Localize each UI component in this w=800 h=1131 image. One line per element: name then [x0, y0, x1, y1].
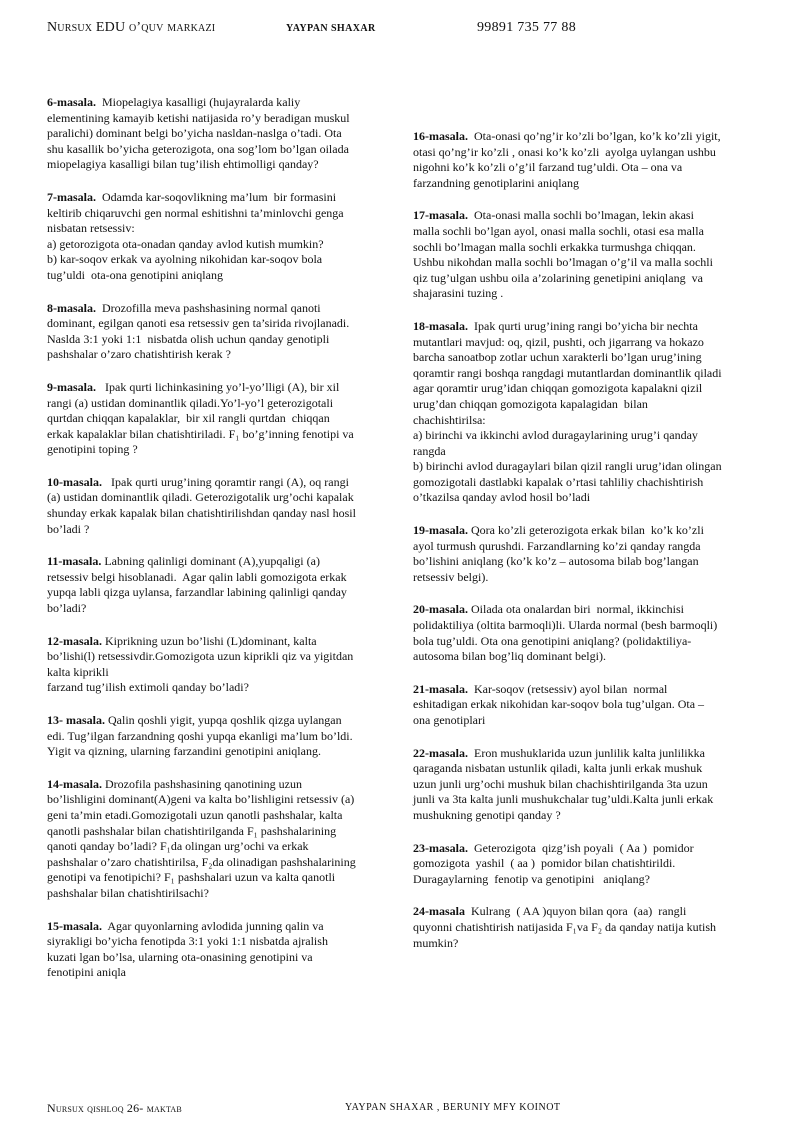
problem-title: 14-masala.	[47, 776, 102, 791]
problem-text: Qora ko’zli geterozigota erkak bilan ko’k ko’zli ayol turmush qurushdi. Farzandlarning ko’zi qanday rangda bo’lishini aniqlang (ko’k ko’z – autosoma bilab bog’langan retsessiv belgi).	[413, 523, 704, 584]
problem-title: 15-masala.	[47, 918, 102, 933]
problem-24	[413, 904, 768, 951]
problem-18	[413, 319, 768, 506]
problem-text: Agar quyonlarning avlodida junning qalin va siyrakligi bo’yicha fenotipda 3:1 yoki 1:1 nisbatda ajralish kuzati lgan bo’lsa, ularning ota-onasining genotipini va fenotipini aniqla	[47, 918, 328, 980]
problem-title: 17-masala.	[413, 208, 468, 223]
problem-text: Kar-soqov (retsessiv) ayol bilan normal eshitadigan erkak nikohidan kar-soqov bola tug’ulgan. Ota – ona genotiplari	[413, 681, 705, 727]
problem-7	[47, 190, 395, 284]
problem-title: 21-masala.	[413, 681, 468, 696]
footer-credit: YAYPAN SHAXAR , BERUNIY MFY KOINOT	[345, 1102, 561, 1113]
page-header	[0, 20, 800, 42]
problem-title: 9-masala.	[47, 379, 96, 394]
problem-text: Oilada ota onalardan biri normal, ikkinchisi polidaktiliya (oltita barmoqli)li. Ularda normal (besh barmoqli) bola tug’uldi. Ota ona genotipini aniqlang? (polidaktiliya- autosoma bilan bog’liq dominant belgi).	[413, 602, 718, 664]
problem-20	[413, 602, 768, 664]
problem-text: Kiprikning uzun bo’lishi (L)dominant, kalta bo’lishi(l) retsessivdir.Gomozigota uzun kiprikli qiz va yigitdan kalta kiprikli farzand tug’ilish extimoli qanday bo’ladi?	[47, 633, 354, 695]
problem-text: Ipak qurti urug’ining qoramtir rangi (A), oq rangi (a) ustidan dominantlik qiladi. Geterozigotalik urg’ochi kapalak shunday erkak kapalak bilan chatishtirilishdan qanday nasl hosil bo’ladi ?	[47, 474, 356, 536]
school-name: Nursux qishloq 26- maktab	[47, 1101, 182, 1115]
problem-text: Odamda kar-soqovlikning ma’lum bir formasini keltirib chiqaruvchi gen normal eshitishni ta’minlovchi genga nisbatan retsessiv: a) getorozigota ota-onadan qanday avlod kutish mumkin? b) kar-soqov erkak va ayolning nikohidan kar-soqov bola tug’uldi ota-ona genotipini aniqlang	[47, 189, 344, 282]
problem-text: Qalin qoshli yigit, yupqa qoshlik qizga uylangan edi. Tug’ilgan farzandning qoshi yupqa ekanligi ma’lum bo’ldi. Yigit va qizning, ularning farzandini genotipini aniqlang.	[47, 713, 353, 759]
problem-16	[413, 129, 768, 191]
problem-title: 13- masala.	[47, 713, 105, 727]
problem-title: 23-masala.	[413, 840, 468, 855]
problem-title: 11-masala.	[47, 554, 102, 569]
problem-22	[413, 746, 768, 824]
problem-13	[47, 713, 395, 760]
problem-text: Miopelagiya kasalligi (hujayralarda kaliy elementining kamayib ketishi natijasida ro’y beradigan muskul paralichi) dominant belgi bo’yicha nasldan-naslga o’tadi. Ota shu kasallik bo’yicha geterozigota, ona sog’lom bo’lgan oilada miopelagiya kasalligi bilan tug’ilish ehtimolligi qanday?	[47, 95, 350, 172]
problem-title: 16-masala.	[413, 129, 468, 143]
problem-title: 24-masala	[413, 904, 465, 919]
problem-text: Ota-onasi qo’ng’ir ko’zli bo’lgan, ko’k ko’zli yigit, otasi qo’ng’ir ko’zli , onasi ko’k ko’zli ayolga uylangan ushbu nigohni ko’k ko’zli o’g’il farzand tug’uldi. Ota – ona va farzandning genotiplarini aniqlang	[413, 129, 721, 190]
problem-14	[47, 777, 395, 902]
problem-text: Drozofila pashshasining qanotining uzun bo’lishligini dominant(A)geni va kalta bo’lishligini retsessiv (a) geni ta’min etadi.Gomozigotali uzun qanotli pashshalar, kalta qanotli pashshalar bilan chatishtirilganda F₁ pashshalarining qanoti qanday bo’ladi? F₁da olingan urg’ochi va erkak pashshalar o’zaro chatishtirilsa, F₂da olinadigan pashshalarining genotipi va fenotipichi? F₁ pashshalari uzun va kalta qanotli pashshalar bilan chatishtirilsachi?	[47, 776, 356, 900]
problem-text: Labning qalinligi dominant (A),yupqaligi (a) retsessiv belgi hisoblanadi. Agar qalin labli gomozigota erkak yupqa labli qizga uylansa, farzandlar labining qalinligi qanday bo’ladi?	[47, 554, 347, 616]
problem-title: 6-masala.	[47, 95, 96, 109]
problem-text: Ota-onasi malla sochli bo’lmagan, lekin akasi malla sochli bo’lgan ayol, onasi malla sochli, otasi esa malla sochli bo’lmagan malla sochli erkakka turmushga chiqqan. Ushbu nikohdan malla sochli bo’lmagan o’g’il va malla sochli qiz tug’ulgan ushbu oila a’zolarining genetipini aniqlang va shajarasini tuzing .	[413, 208, 713, 301]
problem-title: 10-masala.	[47, 474, 102, 489]
problem-title: 20-masala.	[413, 602, 468, 617]
problem-title: 8-masala.	[47, 300, 96, 315]
problem-12	[47, 634, 395, 696]
problem-19	[413, 523, 768, 585]
problem-15	[47, 919, 395, 981]
problem-title: 7-masala.	[47, 189, 96, 204]
problem-text: Ipak qurti lichinkasining yo’l-yo’lligi (A), bir xil rangi (a) ustidan dominantlik qiladi.Yo’l-yo’l geterozigotali qurtdan chiqqan kapalaklar, bir xil rangli qurtdan chiqqan erkak kapalaklar bilan chatishtiriladi. F₁ bo’g’inning fenotipi va genotipini toping ?	[47, 379, 354, 457]
problem-8	[47, 301, 395, 363]
problem-text: Ipak qurti urug’ining rangi bo’yicha bir nechta mutantlari mavjud: oq, qizil, pushti, och jigarrang va hokazo barcha sanoatbop zotlar uchun xarakterli bo’lgan urug’ining qoramtir rangi boshqa rangdagi mutantlardan dominantlik qiladi agar qoramtir urug’idan chiqqan gomozigota kapalakni qizil urug’dan chiqqan gomozigota kapalagidan bilan chachishtirilsa: a) birinchi va ikkinchi avlod duragaylarining urug’i qanday rangda b) birinchi avlod duragaylari bilan qizil rangli urug’idan olingan gomozigotali dastlabki kapalak o’rtasi tahliliy chachishtirish o’tkazilsa qanday avlod hosil bo’ladi	[413, 318, 722, 505]
problem-21	[413, 682, 768, 729]
problem-11	[47, 554, 395, 616]
page-footer	[0, 1101, 800, 1119]
problem-title: 22-masala.	[413, 745, 468, 760]
problem-text: Eron mushuklarida uzun junlilik kalta junlilikka qaraganda nisbatan ustunlik qiladi, kalta junli erkak mushuk uzun junli urg’ochi mushuk bilan chachishtirilganda 3ta uzun junli va 3ta kalta junli mushukchalar tug’uldi.Kalta junli erkak mushukning genotipi qanday ?	[413, 745, 714, 822]
phone-number: 99891 735 77 88	[477, 20, 576, 35]
problem-text: Drozofilla meva pashshasining normal qanoti dominant, egilgan qanoti esa retsessiv gen ta’sirida rivojlanadi. Naslda 3:1 yoki 1:1 nisbatda olish uchun qanday genotipli pashshalar o’zaro chatishtirish kerak ?	[47, 300, 350, 362]
problem-title: 19-masala.	[413, 523, 468, 538]
problem-6	[47, 95, 395, 173]
problem-text: Kulrang ( AA )quyon bilan qora (aa) rangli quyonni chatishtirish natijasida F₁va F₂ da qanday natija kutish mumkin?	[413, 904, 716, 950]
left-column	[47, 95, 395, 998]
problem-10	[47, 475, 395, 537]
problem-text: Geterozigota qizg’ish poyali ( Aa ) pomidor gomozigota yashil ( aa ) pomidor bilan chatishtirildi. Duragaylarning fenotip va genotipini aniqlang?	[413, 840, 694, 886]
problem-17	[413, 208, 768, 302]
right-column	[413, 129, 768, 968]
problem-23	[413, 841, 768, 888]
problem-title: 12-masala.	[47, 633, 102, 648]
city-name: YAYPAN SHAXAR	[286, 23, 376, 34]
organization-name: Nursux EDU o’quv markazi	[47, 20, 216, 35]
problem-9	[47, 380, 395, 458]
problem-title: 18-masala.	[413, 318, 468, 333]
